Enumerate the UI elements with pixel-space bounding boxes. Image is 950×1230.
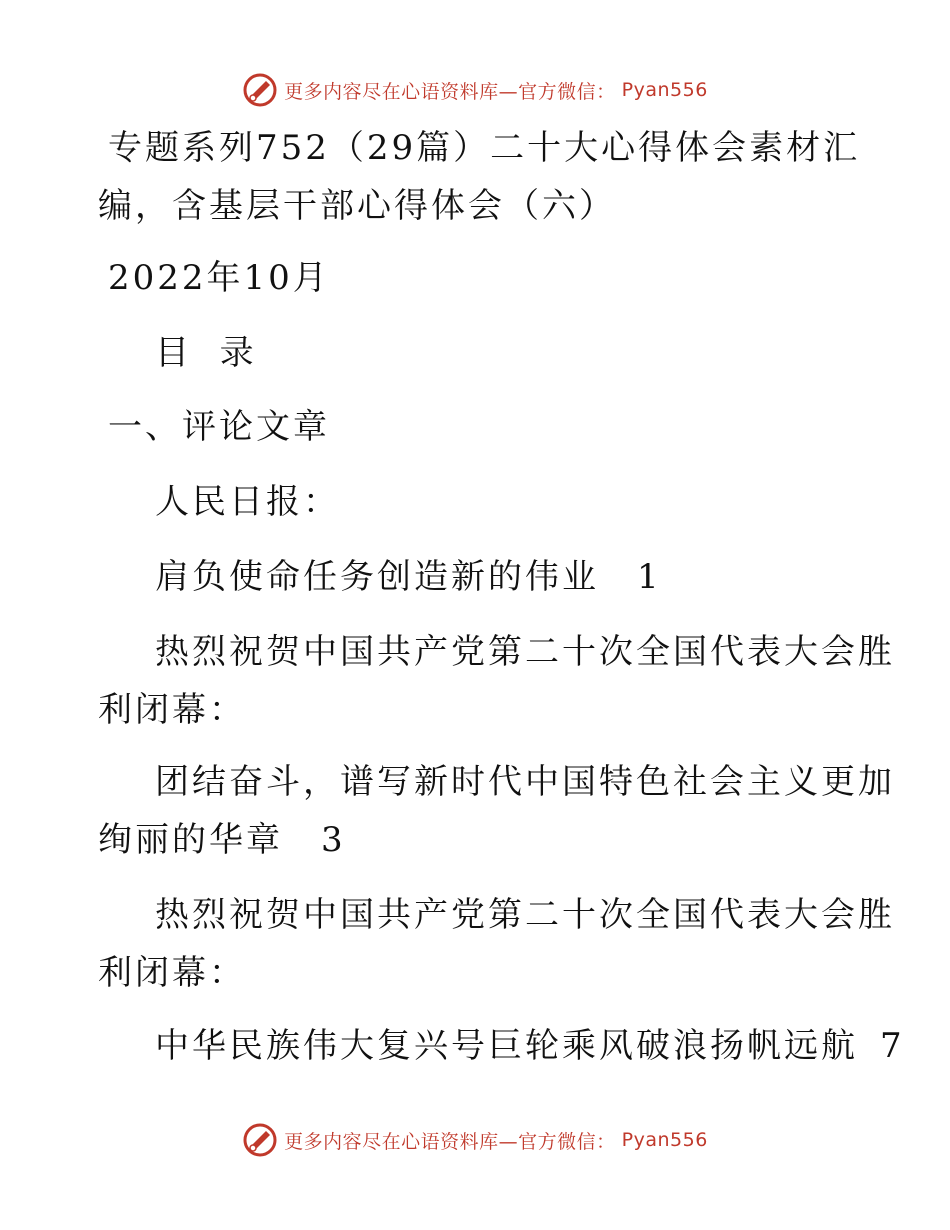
- toc-entry-line-2[interactable]: 利闭幕：: [98, 953, 246, 993]
- source-label: 人民日报：: [155, 482, 340, 522]
- watermark-text: 更多内容尽在心语资料库—官方微信：: [284, 1130, 616, 1153]
- toc-heading: 目 录: [155, 333, 257, 373]
- brand-logo-icon: [242, 1122, 278, 1158]
- toc-entry-line-1[interactable]: 热烈祝贺中国共产党第二十次全国代表大会胜: [155, 632, 895, 672]
- watermark-header: [0, 70, 950, 110]
- document-title-line-2: 编，含基层干部心得体会（六）: [98, 186, 616, 226]
- toc-entry[interactable]: [155, 1026, 905, 1066]
- toc-entry-line-1[interactable]: 团结奋斗，谱写新时代中国特色社会主义更加: [155, 762, 895, 802]
- toc-entry-title: 中华民族伟大复兴号巨轮乘风破浪扬帆远航: [155, 1026, 858, 1066]
- toc-entry-page: 1: [637, 557, 662, 597]
- toc-entry-page: 7: [880, 1026, 905, 1066]
- watermark-footer: [0, 1120, 950, 1160]
- toc-entry-title: 绚丽的华章: [98, 820, 283, 860]
- section-heading-1: 一、评论文章: [108, 407, 330, 447]
- toc-entry-page: 3: [321, 820, 346, 860]
- watermark-text: 更多内容尽在心语资料库—官方微信：: [284, 80, 616, 103]
- toc-entry-line-1[interactable]: 热烈祝贺中国共产党第二十次全国代表大会胜: [155, 895, 895, 935]
- watermark-contact: Pyan556: [621, 79, 708, 101]
- brand-logo-icon: [242, 72, 278, 108]
- toc-entry[interactable]: [155, 557, 662, 597]
- document-title-line-1: 专题系列752（29篇）二十大心得体会素材汇: [108, 128, 861, 168]
- watermark-contact: Pyan556: [621, 1129, 708, 1151]
- toc-entry-title: 肩负使命任务创造新的伟业: [155, 557, 599, 597]
- document-date: 2022年10月: [108, 258, 330, 298]
- toc-entry-line-2[interactable]: 利闭幕：: [98, 690, 246, 730]
- toc-entry-line-2[interactable]: [98, 820, 346, 860]
